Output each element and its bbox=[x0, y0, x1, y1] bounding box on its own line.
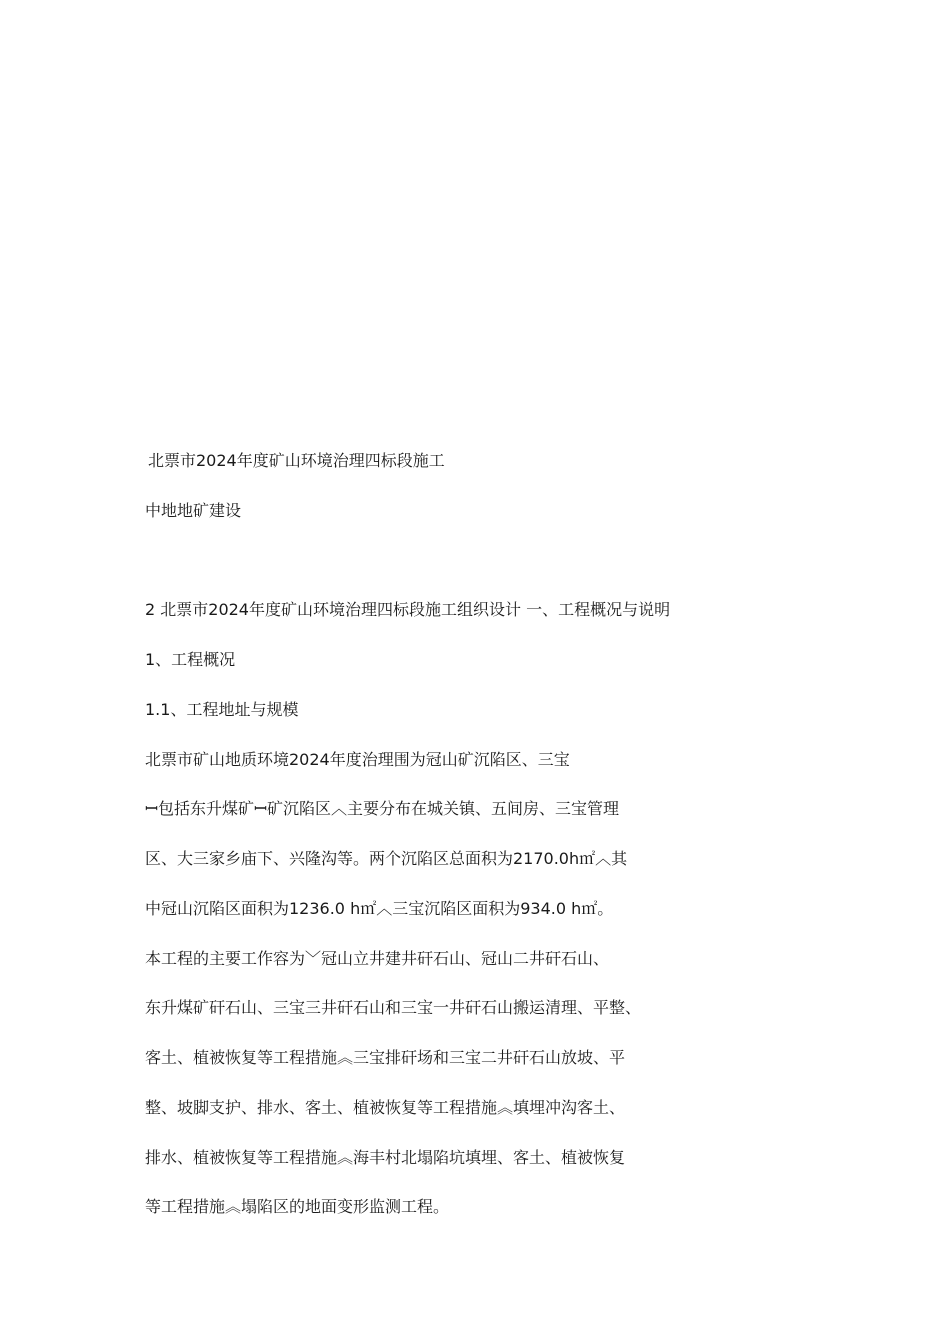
subsection-heading-1-1: 1.1、工程地址与规模 bbox=[145, 700, 299, 719]
paragraph-line: 等工程措施︽塌陷区的地面变形监测工程。 bbox=[145, 1197, 450, 1216]
section-heading: 2 北票市2024年度矿山环境治理四标段施工组织设计 一、工程概况与说明 bbox=[145, 600, 671, 619]
paragraph-line: 本工程的主要工作容为﹀冠山立井建井矸石山、冠山二井矸石山、 bbox=[145, 949, 610, 968]
paragraph-line: 中冠山沉陷区面积为1236.0 h㎡︿三宝沉陷区面积为934.0 h㎡。 bbox=[145, 899, 614, 918]
subsection-heading-1: 1、工程概况 bbox=[145, 650, 236, 669]
paragraph-line: 整、坡脚支护、排水、客土、植被恢复等工程措施︽填埋冲沟客土、 bbox=[145, 1098, 626, 1117]
paragraph-line: 区、大三家乡庙下、兴隆沟等。两个沉陷区总面积为2170.0h㎡︿其 bbox=[145, 849, 628, 868]
paragraph-line: 排水、植被恢复等工程措施︽海丰村北塌陷坑填埋、客土、植被恢复 bbox=[145, 1148, 626, 1167]
paragraph-line: 客土、植被恢复等工程措施︽三宝排矸场和三宝二井矸石山放坡、平 bbox=[145, 1048, 626, 1067]
document-title: 北票市2024年度矿山环境治理四标段施工 bbox=[148, 451, 445, 470]
paragraph-line: 北票市矿山地质环境2024年度治理围为冠山矿沉陷区、三宝 bbox=[145, 750, 570, 769]
paragraph-line: 东升煤矿矸石山、三宝三井矸石山和三宝一井矸石山搬运清理、平整、 bbox=[145, 998, 642, 1017]
paragraph-line: ꟷ包括东升煤矿ꟷ矿沉陷区︿主要分布在城关镇、五间房、三宝管理 bbox=[145, 799, 620, 818]
organization-name: 中地地矿建设 bbox=[145, 501, 242, 520]
